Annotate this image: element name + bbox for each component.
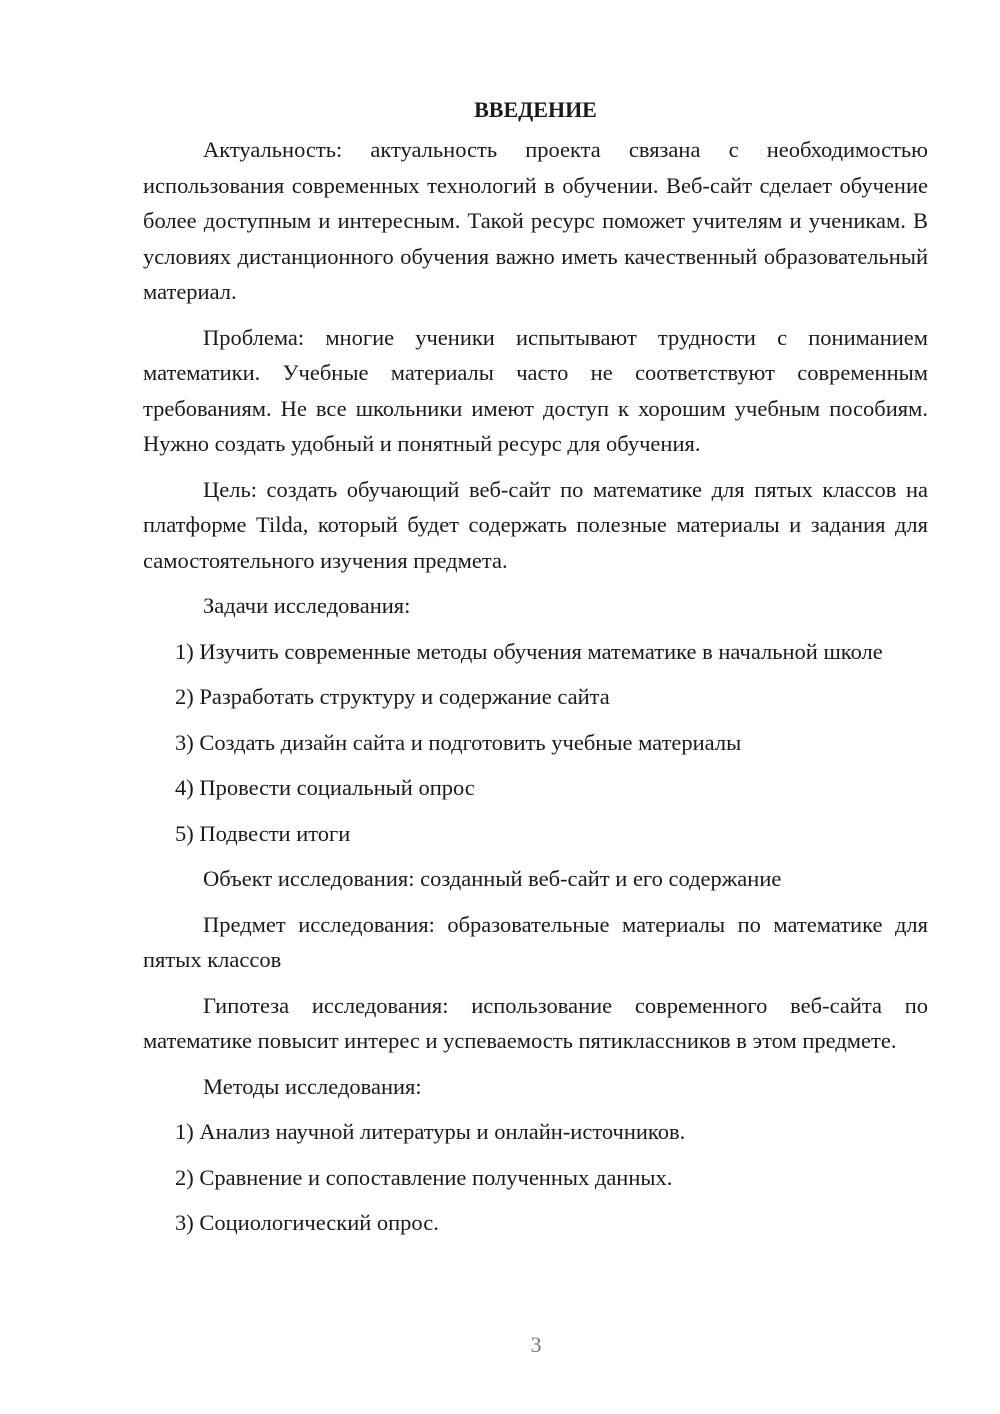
- document-page: [143, 92, 928, 1251]
- task-item: 2) Разработать структуру и содержание сайта: [175, 684, 610, 709]
- task-item: 5) Подвести итоги: [175, 820, 351, 846]
- page-number: 3: [530, 1332, 542, 1357]
- hypothesis-paragraph: Гипотеза исследования: использование современного веб-сайта по математике повысит интерес и успеваемость пятиклассников в этом предмете.: [143, 992, 928, 1053]
- method-item: 1) Анализ научной литературы и онлайн-источников.: [175, 1119, 686, 1144]
- tasks-heading: Задачи исследования:: [203, 593, 411, 618]
- method-item: 3) Социологический опрос.: [175, 1210, 439, 1235]
- problem-paragraph: Проблема: многие ученики испытывают трудности с пониманием математики. Учебные материалы часто не соответствуют современным требованиям. Не все школьники имеют доступ к хорошим учебным пособиям. Нужно создать удобный и понятный ресурс для обучения.: [143, 324, 928, 456]
- object-paragraph: Объект исследования: созданный веб-сайт и его содержание: [203, 866, 782, 891]
- method-item: 2) Сравнение и сопоставление полученных данных.: [175, 1164, 673, 1190]
- task-item: 3) Создать дизайн сайта и подготовить учебные материалы: [175, 729, 742, 755]
- task-item: 1) Изучить современные методы обучения математике в начальной школе: [175, 638, 883, 664]
- methods-heading: Методы исследования:: [203, 1073, 422, 1099]
- tasks-list: [143, 634, 928, 852]
- goal-paragraph: Цель: создать обучающий веб-сайт по математике для пятых классов на платформе Tilda, который будет содержать полезные материалы и задания для самостоятельного изучения предмета.: [143, 476, 928, 573]
- subject-paragraph: Предмет исследования: образовательные материалы по математике для пятых классов: [143, 911, 928, 972]
- methods-list: [143, 1114, 928, 1241]
- relevance-paragraph: Актуальность: актуальность проекта связана с необходимостью использования современных технологий в обучении. Веб-сайт сделает обучение более доступным и интересным. Такой ресурс поможет учителям и ученикам. В условиях дистанционного обучения важно иметь качественный образовательный материал.: [143, 137, 928, 304]
- task-item: 4) Провести социальный опрос: [175, 775, 475, 800]
- section-title: ВВЕДЕНИЕ: [474, 97, 597, 122]
